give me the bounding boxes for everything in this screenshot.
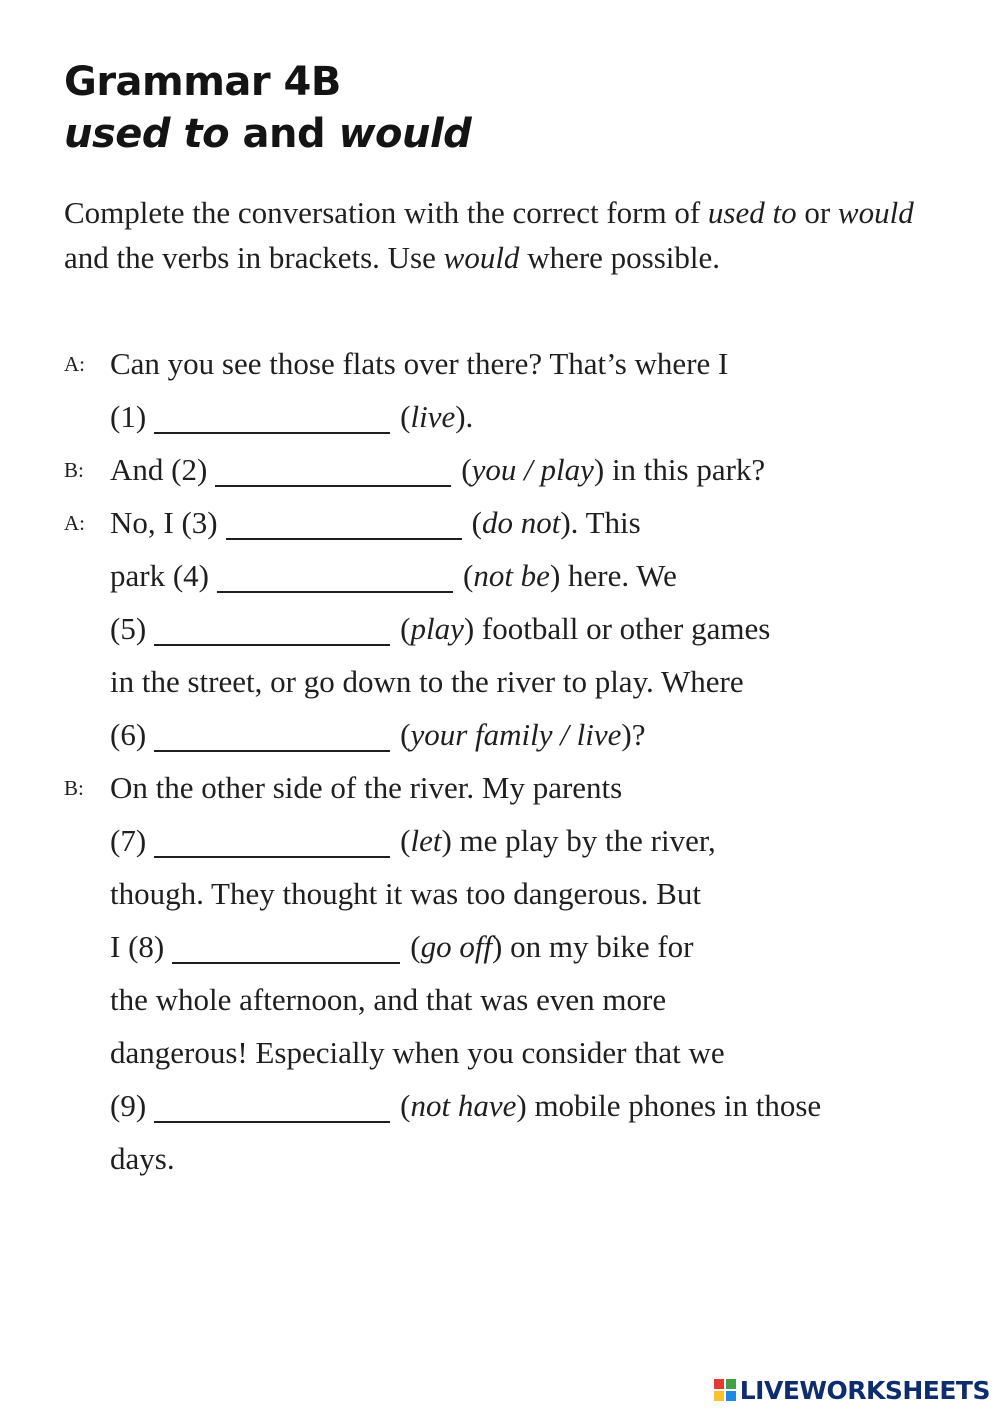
subtitle-and: and xyxy=(242,111,326,157)
instructions-text: and the verbs in brackets. Use xyxy=(64,240,436,275)
line-text: ). xyxy=(455,399,474,434)
line-text: No, I (3) xyxy=(110,505,218,540)
verb-hint: do not xyxy=(481,505,561,540)
verb-hint: go off xyxy=(420,929,493,964)
instructions-emphasis: would xyxy=(443,240,520,275)
line-text: And (2) xyxy=(110,452,208,487)
worksheet-heading xyxy=(64,56,471,160)
answer-input-1[interactable] xyxy=(154,406,390,434)
verb-hint: play xyxy=(410,611,464,646)
answer-input-5[interactable] xyxy=(154,618,390,646)
dialogue-line: though. They thought it was too dangerous. But xyxy=(110,876,701,911)
verb-hint: not be xyxy=(473,558,550,593)
answer-input-3[interactable] xyxy=(226,512,462,540)
line-text: I (8) xyxy=(110,929,165,964)
dialogue-line: (7) (let) me play by the river, xyxy=(110,823,716,858)
answer-input-6[interactable] xyxy=(154,724,390,752)
page-subtitle xyxy=(64,108,471,160)
instructions-emphasis: would xyxy=(837,195,914,230)
instructions-text: where possible. xyxy=(527,240,721,275)
gap-number: (1) xyxy=(110,399,147,434)
dialogue-line: the whole afternoon, and that was even more xyxy=(110,982,667,1017)
answer-input-2[interactable] xyxy=(215,459,451,487)
brand-name: LIVEWORKSHEETS xyxy=(739,1375,990,1405)
line-text: ) on my bike for xyxy=(492,929,694,964)
subtitle-would: would xyxy=(338,111,472,157)
line-text: ) in this park? xyxy=(593,452,766,487)
answer-input-8[interactable] xyxy=(172,936,400,964)
line-text: ). This xyxy=(560,505,641,540)
line-text: ) mobile phones in those xyxy=(516,1088,822,1123)
dialogue-line: (5) (play) football or other games xyxy=(110,611,771,646)
line-text: park (4) xyxy=(110,558,209,593)
line-text: ) here. We xyxy=(549,558,677,593)
gap-number: (9) xyxy=(110,1088,147,1123)
speaker-label-b: B: xyxy=(64,776,84,800)
page-title: Grammar 4B xyxy=(64,59,341,105)
speaker-label-a: A: xyxy=(64,511,85,535)
instructions-text: or xyxy=(804,195,831,230)
verb-hint: you / play xyxy=(471,452,594,487)
instructions-emphasis: used to xyxy=(707,195,797,230)
dialogue-line: No, I (3) (do not). This xyxy=(110,505,641,540)
instructions-text: Complete the conversation with the correct form of xyxy=(64,195,701,230)
answer-input-4[interactable] xyxy=(217,565,453,593)
gap-number: (7) xyxy=(110,823,147,858)
speaker-label-a: A: xyxy=(64,352,85,376)
dialogue-line: park (4) (not be) here. We xyxy=(110,558,677,593)
dialogue-line: On the other side of the river. My parents xyxy=(110,770,623,805)
dialogue-line: I (8) (go off) on my bike for xyxy=(110,929,694,964)
speaker-label-b: B: xyxy=(64,458,84,482)
liveworksheets-footer xyxy=(714,1376,990,1404)
line-text: ) football or other games xyxy=(463,611,771,646)
dialogue-line: Can you see those flats over there? That’s where I xyxy=(110,346,729,381)
dialogue-line: in the street, or go down to the river to play. Where xyxy=(110,664,744,699)
dialogue-line: dangerous! Especially when you consider that we xyxy=(110,1035,725,1070)
subtitle-used-to: used to xyxy=(64,111,230,157)
liveworksheets-logo-icon xyxy=(714,1379,736,1401)
verb-hint: not have xyxy=(410,1088,517,1123)
dialogue-line: And (2) (you / play) in this park? xyxy=(110,452,766,487)
instructions xyxy=(64,190,924,280)
line-text: )? xyxy=(621,717,646,752)
answer-input-7[interactable] xyxy=(154,830,390,858)
gap-number: (6) xyxy=(110,717,147,752)
dialogue-line: (9) (not have) mobile phones in those xyxy=(110,1088,822,1123)
dialogue-line: (1) (live). xyxy=(110,399,474,434)
verb-hint: let xyxy=(410,823,442,858)
verb-hint: live xyxy=(410,399,456,434)
dialogue-line: days. xyxy=(110,1141,175,1176)
line-text: ) me play by the river, xyxy=(441,823,716,858)
gap-number: (5) xyxy=(110,611,147,646)
answer-input-9[interactable] xyxy=(154,1095,390,1123)
dialogue-line: (6) (your family / live)? xyxy=(110,717,646,752)
verb-hint: your family / live xyxy=(410,717,622,752)
